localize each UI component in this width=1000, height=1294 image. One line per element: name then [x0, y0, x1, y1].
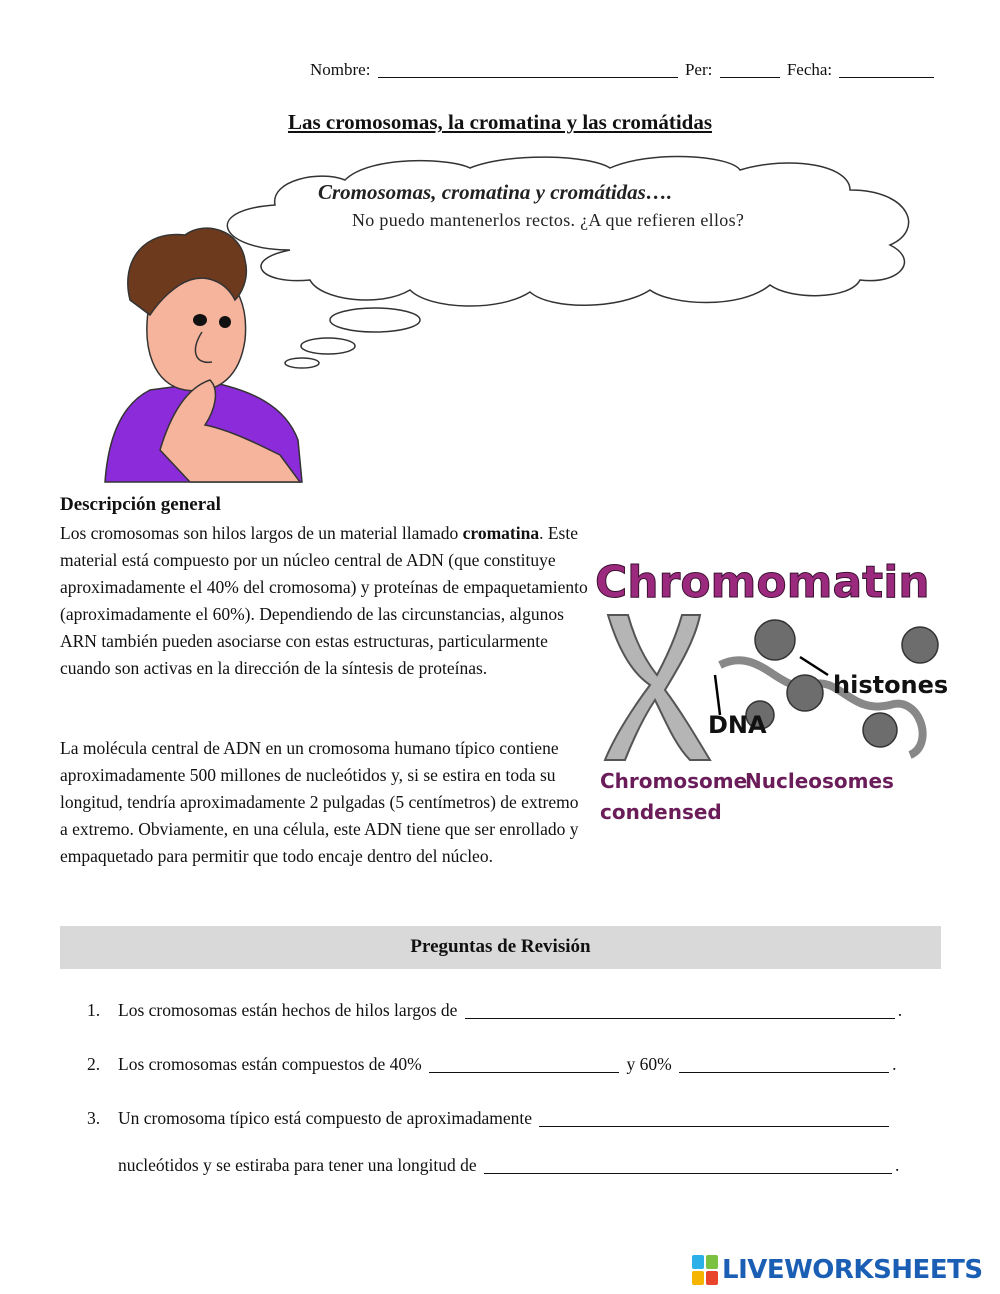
question-2-answer-b[interactable]: [679, 1056, 889, 1073]
date-label: Fecha:: [786, 60, 833, 79]
question-3-number: 3.: [87, 1108, 101, 1128]
thought-bubble-title: Cromosomas, cromatina y cromátidas….: [318, 180, 673, 204]
liveworksheets-logo-icon: [692, 1255, 718, 1285]
question-3-line-2: nucleótidos y se estiraba para tener una longitud de .: [118, 1155, 900, 1175]
period-label: Per:: [684, 60, 713, 79]
overview-heading: Descripción general: [60, 494, 221, 515]
question-3-answer-b[interactable]: [484, 1157, 892, 1174]
chromosome-label: Chromosome: [600, 769, 748, 793]
question-2-answer-a[interactable]: [429, 1056, 619, 1073]
chromatin-term: cromatina: [462, 523, 540, 543]
page-title: Las cromosomas, la cromatina y las cromátidas: [287, 110, 713, 134]
liveworksheets-logo-text: LIVEWORKSHEETS: [722, 1255, 983, 1285]
review-heading: Preguntas de Revisión: [410, 936, 591, 957]
condensed-chromosome: [605, 615, 710, 760]
dna-arrow: [715, 675, 720, 715]
dna-label: DNA: [708, 711, 767, 739]
overview-paragraph-1: Los cromosomas son hilos largos de un material llamado cromatina. Este material está compuesto por un núcleo central de ADN (que constituye aproximadamente el 40% del cromosoma) y proteínas de empaquetamiento (aproximadamente el 60%). Dependiendo de las circunstancias, algunos ARN también pueden asociarse con estas estructuras, particularmente cuando son activas en la dirección de la síntesis de proteínas.: [60, 523, 588, 678]
condensed-label: condensed: [600, 800, 722, 824]
question-1-answer[interactable]: [465, 1002, 895, 1019]
question-3-answer-a[interactable]: [539, 1110, 889, 1127]
chromatin-figure: [590, 545, 950, 835]
question-2: Los cromosomas están compuestos de 40% y 60% .: [118, 1054, 897, 1074]
question-1-number: 1.: [87, 1000, 101, 1020]
question-2-number: 2.: [87, 1054, 101, 1074]
name-field[interactable]: [378, 61, 678, 78]
histones-arrow: [800, 657, 828, 675]
figure-title: Chromomatin: [595, 557, 930, 608]
date-field[interactable]: [839, 61, 934, 78]
question-1: Los cromosomas están hechos de hilos largos de .: [118, 1000, 903, 1020]
student-info-line: [310, 60, 937, 80]
overview-paragraph-2: La molécula central de ADN en un cromosoma humano típico contiene aproximadamente 500 millones de nucleótidos y, si se estira en toda su longitud, tendría aproximadamente 2 pulgadas (5 centímetros) de extremo a extremo. Obviamente, en una célula, este ADN tiene que ser enrollado y empaquetado para permitir que todo encaje dentro del núcleo.: [60, 738, 579, 866]
period-field[interactable]: [720, 61, 780, 78]
question-3-line-1: Un cromosoma típico está compuesto de aproximadamente: [118, 1108, 892, 1129]
name-label: Nombre:: [310, 60, 371, 79]
histones-label: histones: [833, 671, 949, 699]
thought-bubble-text: No puedo mantenerlos rectos. ¿A que refieren ellos?: [352, 210, 745, 230]
nucleosomes-label: Nucleosomes: [745, 769, 894, 793]
liveworksheets-logo: [692, 1253, 983, 1287]
